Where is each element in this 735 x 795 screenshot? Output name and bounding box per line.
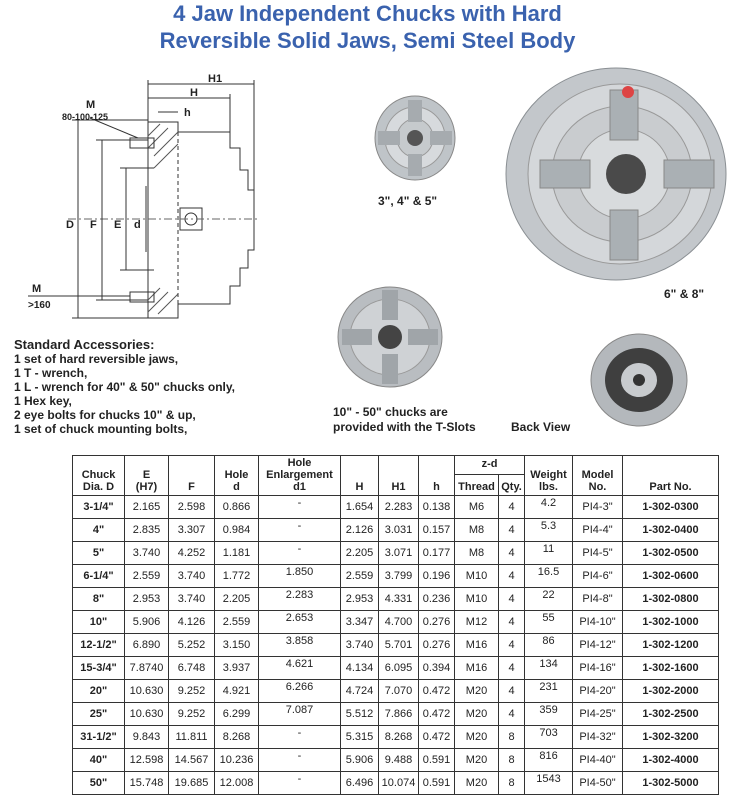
table-row xyxy=(73,542,719,565)
standard-accessories xyxy=(14,338,235,436)
cell-d1: - xyxy=(259,496,341,519)
cell-chuck: 50" xyxy=(73,772,125,795)
cell-model: PI4-10" xyxy=(573,611,623,634)
cell-chuck: 31-1/2" xyxy=(73,726,125,749)
cell-h: 0.472 xyxy=(419,703,455,726)
cell-weight: 816 xyxy=(525,749,573,772)
cell-part: 1-302-4000 xyxy=(623,749,719,772)
cell-d1: - xyxy=(259,542,341,565)
cell-part: 1-302-0500 xyxy=(623,542,719,565)
cell-hole: 0.866 xyxy=(215,496,259,519)
header-h-small: h xyxy=(419,456,455,496)
cell-weight: 5.3 xyxy=(525,519,573,542)
cell-hole: 8.268 xyxy=(215,726,259,749)
cell-f: 11.811 xyxy=(169,726,215,749)
cell-h1: 8.268 xyxy=(379,726,419,749)
cell-e: 10.630 xyxy=(125,703,169,726)
cell-h: 5.906 xyxy=(341,749,379,772)
cell-hole: 1.181 xyxy=(215,542,259,565)
cell-d1: 7.087 xyxy=(259,703,341,726)
cell-chuck: 3-1/4" xyxy=(73,496,125,519)
cell-e: 12.598 xyxy=(125,749,169,772)
cell-hole: 3.937 xyxy=(215,657,259,680)
cell-model: PI4-5" xyxy=(573,542,623,565)
dim-label-m-top-sizes: 80-100-125 xyxy=(62,112,109,122)
cell-h: 5.315 xyxy=(341,726,379,749)
header-qty: Qty. xyxy=(499,475,525,496)
cell-hole: 0.984 xyxy=(215,519,259,542)
header-weight: Weight lbs. xyxy=(525,456,573,496)
cell-thread: M12 xyxy=(455,611,499,634)
dim-label-e: E xyxy=(114,219,122,231)
cell-part: 1-302-2000 xyxy=(623,680,719,703)
cell-qty: 8 xyxy=(499,772,525,795)
dim-label-h-small: h xyxy=(184,107,191,119)
table-row xyxy=(73,749,719,772)
cell-h: 5.512 xyxy=(341,703,379,726)
table-row xyxy=(73,496,719,519)
cell-d1: 3.858 xyxy=(259,634,341,657)
cell-h1: 7.866 xyxy=(379,703,419,726)
cell-model: PI4-32" xyxy=(573,726,623,749)
cell-h: 0.138 xyxy=(419,496,455,519)
cell-e: 6.890 xyxy=(125,634,169,657)
accessory-item: 1 set of hard reversible jaws, xyxy=(14,352,179,366)
cell-model: PI4-4" xyxy=(573,519,623,542)
cell-model: PI4-3" xyxy=(573,496,623,519)
small-chuck-caption: 3", 4" & 5" xyxy=(378,194,438,208)
cell-thread: M20 xyxy=(455,703,499,726)
cell-h: 0.276 xyxy=(419,634,455,657)
cell-f: 3.740 xyxy=(169,565,215,588)
cell-f: 4.126 xyxy=(169,611,215,634)
cell-h: 0.236 xyxy=(419,588,455,611)
cell-h: 0.157 xyxy=(419,519,455,542)
cell-h: 4.724 xyxy=(341,680,379,703)
cell-weight: 11 xyxy=(525,542,573,565)
cell-d1: - xyxy=(259,726,341,749)
cell-model: PI4-20" xyxy=(573,680,623,703)
cell-f: 9.252 xyxy=(169,703,215,726)
title-line-1: 4 Jaw Independent Chucks with Hard xyxy=(173,1,562,26)
chuck-cross-section-diagram xyxy=(8,70,308,330)
cell-h: 2.559 xyxy=(341,565,379,588)
cell-h: 0.177 xyxy=(419,542,455,565)
cell-hole: 10.236 xyxy=(215,749,259,772)
cell-d1: 2.283 xyxy=(259,588,341,611)
cell-chuck: 12-1/2" xyxy=(73,634,125,657)
cell-e: 2.835 xyxy=(125,519,169,542)
cell-chuck: 10" xyxy=(73,611,125,634)
header-hole: Hole d xyxy=(215,456,259,496)
cell-qty: 4 xyxy=(499,565,525,588)
cell-model: PI4-16" xyxy=(573,657,623,680)
cell-thread: M8 xyxy=(455,542,499,565)
dim-label-d-small: d xyxy=(134,219,141,231)
header-h1: H1 xyxy=(379,456,419,496)
cell-thread: M10 xyxy=(455,588,499,611)
cell-h: 2.953 xyxy=(341,588,379,611)
back-view-caption: Back View xyxy=(511,420,571,434)
cell-qty: 4 xyxy=(499,634,525,657)
cell-hole: 12.008 xyxy=(215,772,259,795)
table-row xyxy=(73,588,719,611)
cell-f: 5.252 xyxy=(169,634,215,657)
cell-chuck: 4" xyxy=(73,519,125,542)
cell-part: 1-302-0600 xyxy=(623,565,719,588)
cell-f: 4.252 xyxy=(169,542,215,565)
cell-thread: M20 xyxy=(455,680,499,703)
dim-label-h: H xyxy=(190,87,198,99)
cell-h1: 3.071 xyxy=(379,542,419,565)
cell-qty: 4 xyxy=(499,680,525,703)
cell-weight: 1543 xyxy=(525,772,573,795)
header-model: Model No. xyxy=(573,456,623,496)
cell-e: 2.559 xyxy=(125,565,169,588)
cell-h1: 7.070 xyxy=(379,680,419,703)
header-chuck-dia: Chuck Dia. D xyxy=(73,456,125,496)
cell-chuck: 6-1/4" xyxy=(73,565,125,588)
tslot-caption xyxy=(333,405,476,435)
small-chuck-photo xyxy=(370,92,460,184)
table-row xyxy=(73,565,719,588)
cell-e: 10.630 xyxy=(125,680,169,703)
cell-qty: 4 xyxy=(499,657,525,680)
cell-d1: 2.653 xyxy=(259,611,341,634)
cell-d1: 6.266 xyxy=(259,680,341,703)
large-chuck-photo xyxy=(500,64,732,284)
cell-h1: 5.701 xyxy=(379,634,419,657)
cell-h: 0.394 xyxy=(419,657,455,680)
table-row xyxy=(73,680,719,703)
cell-h: 3.347 xyxy=(341,611,379,634)
cell-qty: 4 xyxy=(499,542,525,565)
cell-chuck: 15-3/4" xyxy=(73,657,125,680)
cell-chuck: 40" xyxy=(73,749,125,772)
cell-chuck: 8" xyxy=(73,588,125,611)
dim-label-m-bottom-sizes: >160 xyxy=(28,300,51,311)
cell-e: 2.165 xyxy=(125,496,169,519)
cell-hole: 2.205 xyxy=(215,588,259,611)
cell-h: 0.196 xyxy=(419,565,455,588)
cell-part: 1-302-0300 xyxy=(623,496,719,519)
tslot-caption-line-2: provided with the T-Slots xyxy=(333,420,476,434)
cell-chuck: 25" xyxy=(73,703,125,726)
dim-label-h1: H1 xyxy=(208,73,223,85)
cell-h1: 10.074 xyxy=(379,772,419,795)
cell-e: 15.748 xyxy=(125,772,169,795)
cell-qty: 4 xyxy=(499,703,525,726)
table-row xyxy=(73,519,719,542)
cell-f: 3.740 xyxy=(169,588,215,611)
cell-hole: 4.921 xyxy=(215,680,259,703)
cell-d1: - xyxy=(259,749,341,772)
cell-h: 0.591 xyxy=(419,772,455,795)
cell-part: 1-302-1000 xyxy=(623,611,719,634)
cell-thread: M6 xyxy=(455,496,499,519)
cell-weight: 359 xyxy=(525,703,573,726)
cell-thread: M20 xyxy=(455,749,499,772)
cell-h1: 4.331 xyxy=(379,588,419,611)
title-line-2: Reversible Solid Jaws, Semi Steel Body xyxy=(159,28,576,53)
accessory-item: 1 Hex key, xyxy=(14,394,72,408)
cell-d1: - xyxy=(259,772,341,795)
cell-h1: 3.799 xyxy=(379,565,419,588)
cell-part: 1-302-5000 xyxy=(623,772,719,795)
cell-thread: M16 xyxy=(455,634,499,657)
table-row xyxy=(73,611,719,634)
table-row xyxy=(73,634,719,657)
cell-part: 1-302-1200 xyxy=(623,634,719,657)
cell-weight: 16.5 xyxy=(525,565,573,588)
cell-d1: 4.621 xyxy=(259,657,341,680)
cell-f: 3.307 xyxy=(169,519,215,542)
header-f: F xyxy=(169,456,215,496)
cell-model: PI4-25" xyxy=(573,703,623,726)
header-part: Part No. xyxy=(623,456,719,496)
cell-weight: 86 xyxy=(525,634,573,657)
back-view-photo xyxy=(586,330,692,430)
dim-label-f: F xyxy=(90,219,97,231)
chuck-spec-table xyxy=(72,455,719,795)
accessory-item: 1 set of chuck mounting bolts, xyxy=(14,422,188,436)
cell-thread: M20 xyxy=(455,772,499,795)
header-h-cap: H xyxy=(341,456,379,496)
cell-thread: M10 xyxy=(455,565,499,588)
cell-qty: 4 xyxy=(499,611,525,634)
cell-qty: 4 xyxy=(499,588,525,611)
cell-e: 3.740 xyxy=(125,542,169,565)
cell-hole: 3.150 xyxy=(215,634,259,657)
cell-h: 2.126 xyxy=(341,519,379,542)
cell-h1: 9.488 xyxy=(379,749,419,772)
header-zd: z-d xyxy=(455,456,525,475)
accessory-item: 1 L - wrench for 40" & 50" chucks only, xyxy=(14,380,236,394)
cell-qty: 4 xyxy=(499,519,525,542)
cell-part: 1-302-1600 xyxy=(623,657,719,680)
cell-weight: 231 xyxy=(525,680,573,703)
cell-h1: 2.283 xyxy=(379,496,419,519)
large-chuck-caption: 6" & 8" xyxy=(664,287,705,301)
cell-model: PI4-8" xyxy=(573,588,623,611)
cell-d1: 1.850 xyxy=(259,565,341,588)
cell-f: 6.748 xyxy=(169,657,215,680)
header-hole-enlargement: Hole Enlargement d1 xyxy=(259,456,341,496)
cell-part: 1-302-3200 xyxy=(623,726,719,749)
cell-h: 4.134 xyxy=(341,657,379,680)
accessory-item: 2 eye bolts for chucks 10" & up, xyxy=(14,408,196,422)
cell-e: 9.843 xyxy=(125,726,169,749)
cell-model: PI4-40" xyxy=(573,749,623,772)
dim-label-d-cap: D xyxy=(66,219,74,231)
cell-e: 7.8740 xyxy=(125,657,169,680)
cell-h: 2.205 xyxy=(341,542,379,565)
cell-e: 5.906 xyxy=(125,611,169,634)
cell-f: 2.598 xyxy=(169,496,215,519)
dim-label-m-bottom: M xyxy=(32,283,42,295)
table-row xyxy=(73,657,719,680)
cell-weight: 134 xyxy=(525,657,573,680)
cell-qty: 8 xyxy=(499,726,525,749)
table-row xyxy=(73,772,719,795)
cell-part: 1-302-0800 xyxy=(623,588,719,611)
header-thread: Thread xyxy=(455,475,499,496)
table-row xyxy=(73,703,719,726)
cell-h: 3.740 xyxy=(341,634,379,657)
cell-model: PI4-50" xyxy=(573,772,623,795)
dim-label-m-top: M xyxy=(86,99,96,111)
tslot-chuck-photo xyxy=(334,282,446,392)
cell-thread: M20 xyxy=(455,726,499,749)
cell-model: PI4-12" xyxy=(573,634,623,657)
cell-chuck: 5" xyxy=(73,542,125,565)
cell-part: 1-302-2500 xyxy=(623,703,719,726)
cell-h1: 4.700 xyxy=(379,611,419,634)
cell-h: 6.496 xyxy=(341,772,379,795)
cell-f: 19.685 xyxy=(169,772,215,795)
tslot-caption-line-1: 10" - 50" chucks are xyxy=(333,405,448,419)
cell-f: 9.252 xyxy=(169,680,215,703)
cell-part: 1-302-0400 xyxy=(623,519,719,542)
cell-d1: - xyxy=(259,519,341,542)
cell-chuck: 20" xyxy=(73,680,125,703)
cell-h1: 3.031 xyxy=(379,519,419,542)
cell-thread: M8 xyxy=(455,519,499,542)
cell-h: 0.591 xyxy=(419,749,455,772)
cell-h: 1.654 xyxy=(341,496,379,519)
cell-hole: 2.559 xyxy=(215,611,259,634)
cell-f: 14.567 xyxy=(169,749,215,772)
cell-h: 0.276 xyxy=(419,611,455,634)
cell-weight: 55 xyxy=(525,611,573,634)
cell-e: 2.953 xyxy=(125,588,169,611)
header-e: E (H7) xyxy=(125,456,169,496)
cell-h: 0.472 xyxy=(419,680,455,703)
cell-weight: 22 xyxy=(525,588,573,611)
cell-weight: 4.2 xyxy=(525,496,573,519)
cell-h1: 6.095 xyxy=(379,657,419,680)
cell-hole: 6.299 xyxy=(215,703,259,726)
page-title xyxy=(0,0,735,54)
cell-weight: 703 xyxy=(525,726,573,749)
accessory-item: 1 T - wrench, xyxy=(14,366,88,380)
table-row xyxy=(73,726,719,749)
cell-model: PI4-6" xyxy=(573,565,623,588)
cell-qty: 4 xyxy=(499,496,525,519)
cell-h: 0.472 xyxy=(419,726,455,749)
cell-thread: M16 xyxy=(455,657,499,680)
accessories-title: Standard Accessories: xyxy=(14,337,155,352)
cell-hole: 1.772 xyxy=(215,565,259,588)
cell-qty: 8 xyxy=(499,749,525,772)
